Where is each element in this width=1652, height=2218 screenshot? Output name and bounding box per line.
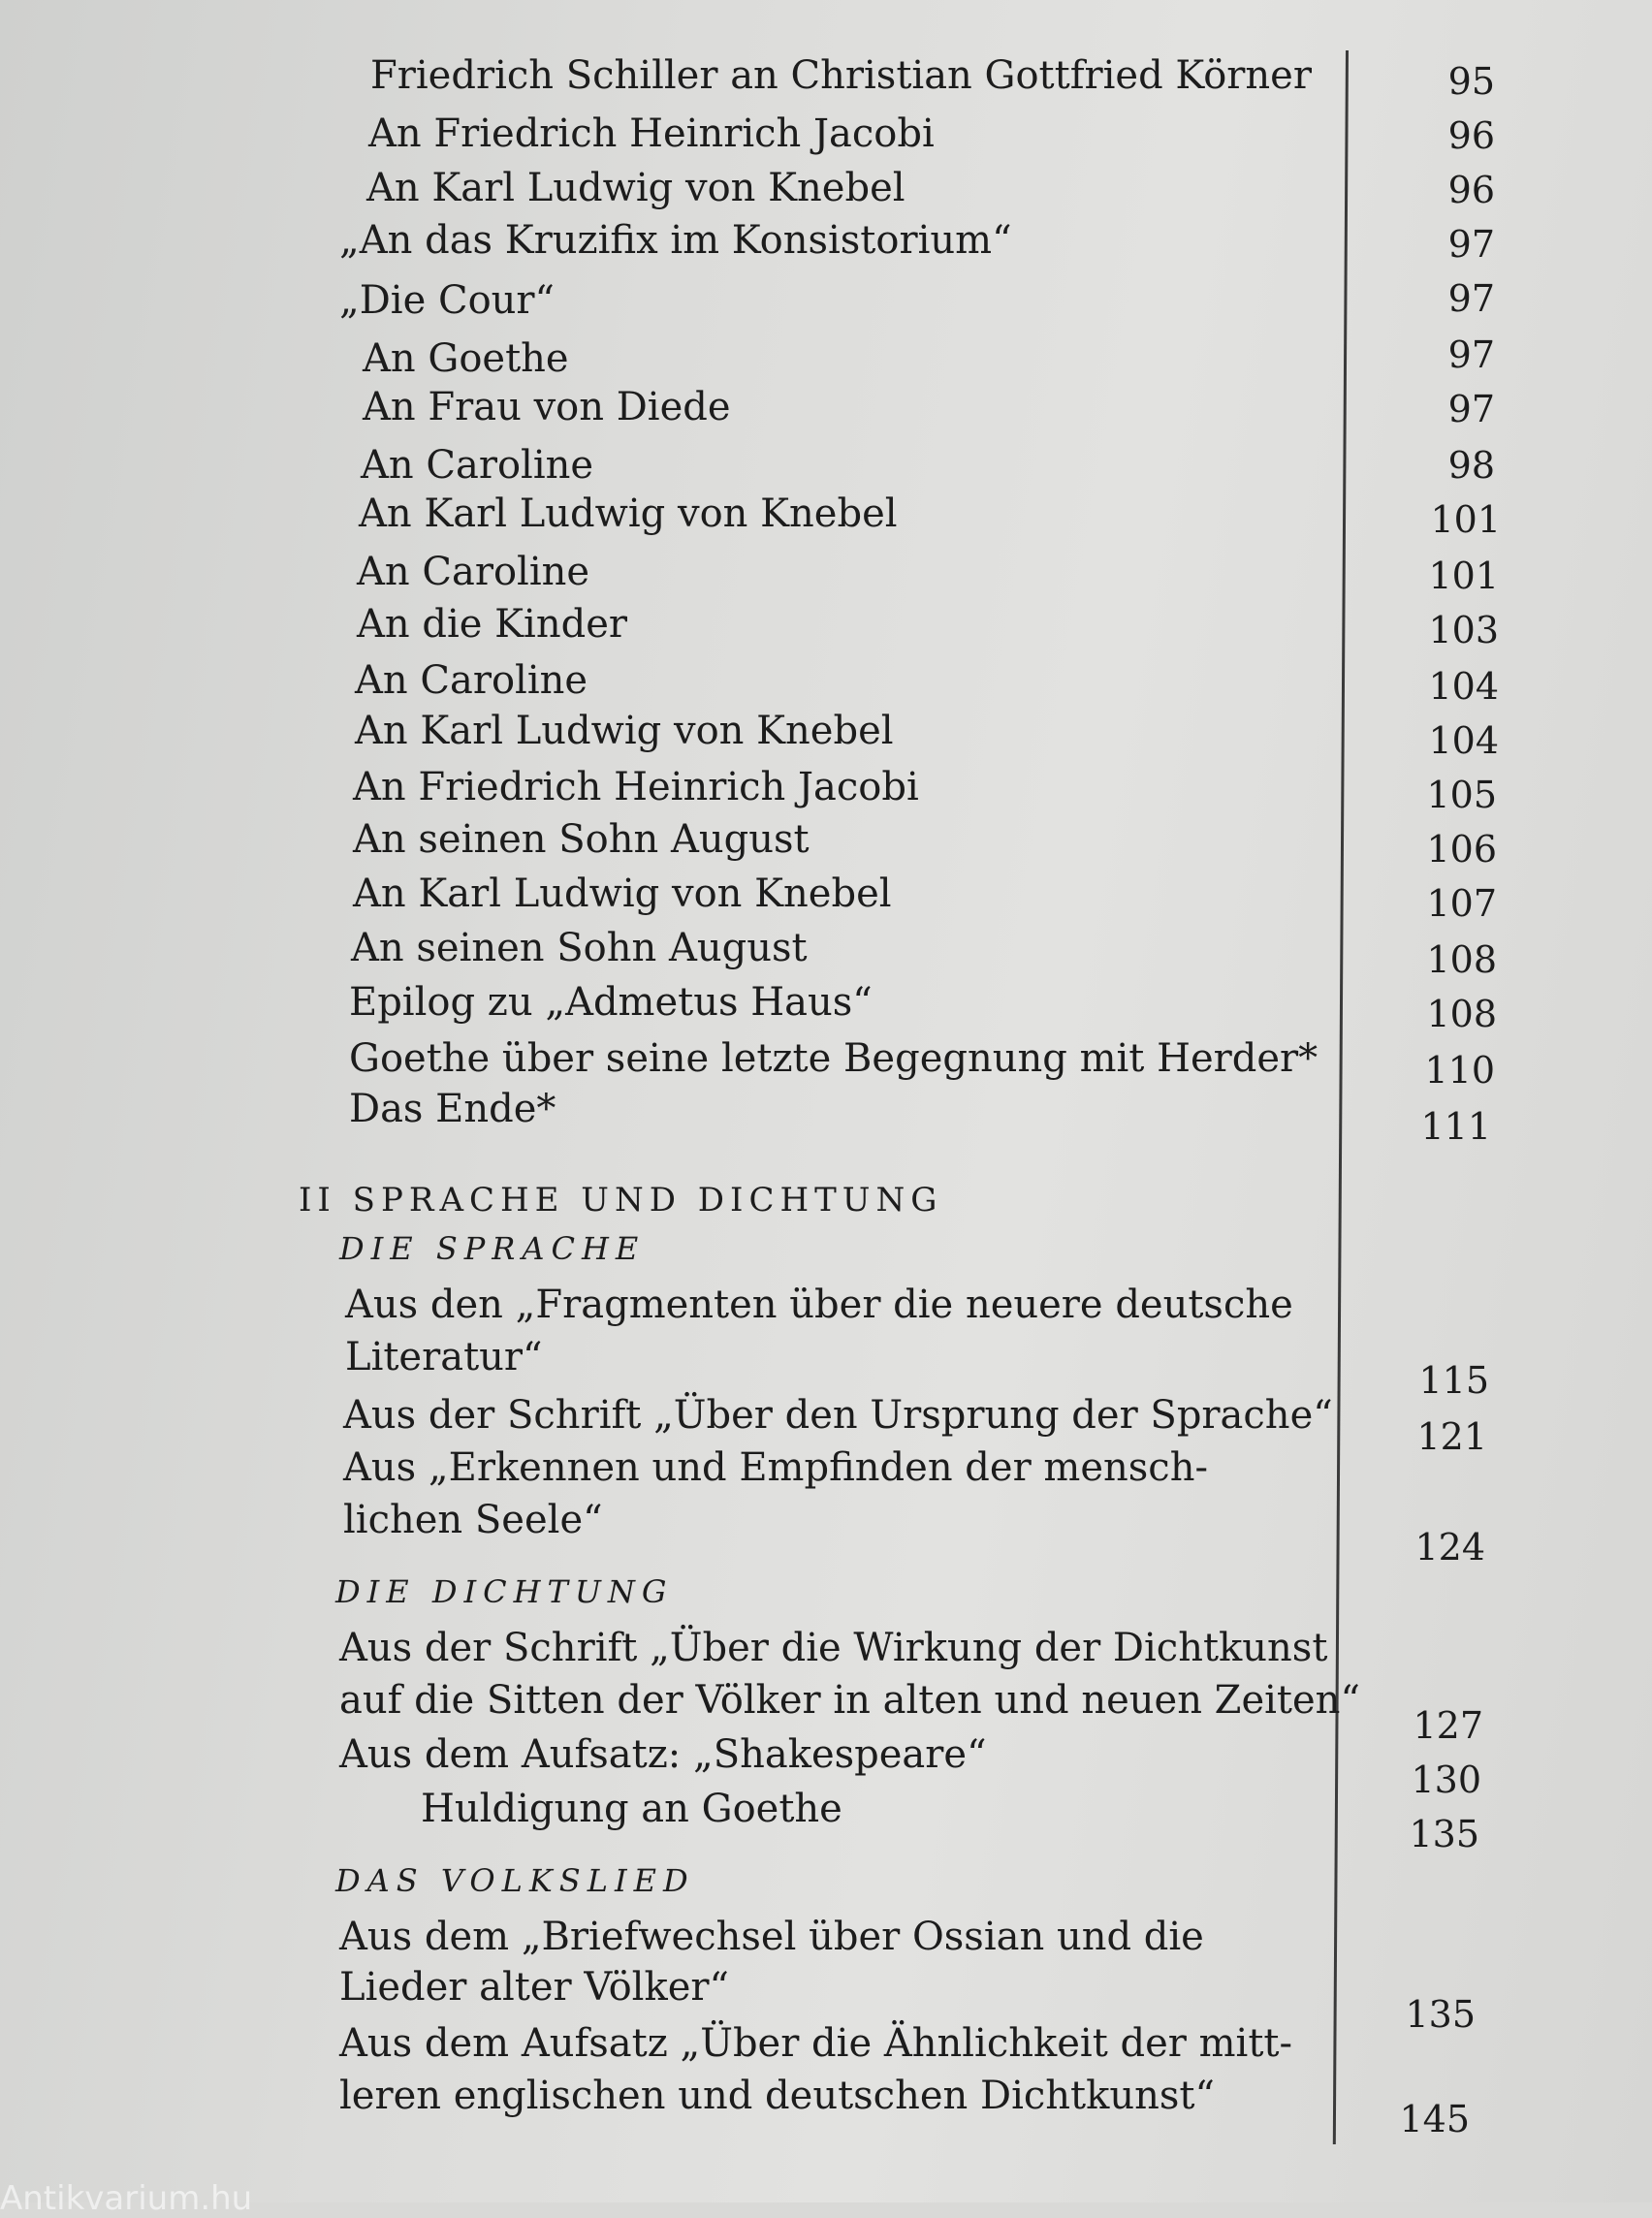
toc-entry-title: Friedrich Schiller an Christian Gottfried Körner	[370, 53, 1312, 98]
toc-entry-page: 108	[1426, 938, 1497, 981]
toc-entry-page: 97	[1447, 223, 1495, 266]
toc-entry-page: 95	[1447, 60, 1495, 103]
toc-entry-title: An Caroline	[361, 443, 594, 488]
toc-entry-page: 127	[1413, 1704, 1483, 1747]
toc-entry-title: Goethe über seine letzte Begegnung mit Herder*	[349, 1036, 1318, 1081]
toc-entry-title: Das Ende*	[349, 1087, 556, 1131]
toc-entry-title: Aus dem Aufsatz: „Shakespeare“	[339, 1732, 987, 1777]
toc-entry-title: An Caroline	[357, 550, 590, 594]
toc-entry-title: Epilog zu „Admetus Haus“	[349, 980, 873, 1025]
toc-entry-title: An Friedrich Heinrich Jacobi	[353, 765, 919, 809]
toc-entry-page: 107	[1426, 882, 1497, 925]
subsection-heading: DIE SPRACHE	[339, 1230, 646, 1267]
toc-entry-title: An Frau von Diede	[363, 385, 731, 429]
toc-entry-title: An Karl Ludwig von Knebel	[366, 166, 905, 210]
section-heading: II SPRACHE UND DICHTUNG	[299, 1181, 943, 1220]
toc-entry-title: „Die Cour“	[339, 278, 555, 323]
toc-entry-page: 106	[1426, 828, 1497, 871]
toc-entry-title-cont: lichen Seele“	[343, 1498, 603, 1542]
toc-entry-title: Aus dem „Briefwechsel über Ossian und die	[339, 1915, 1204, 1959]
toc-entry-title-cont: auf die Sitten der Völker in alten und neuen Zeiten“	[339, 1678, 1360, 1723]
toc-entry-title: Aus „Erkennen und Empfinden der mensch-	[343, 1445, 1208, 1490]
toc-entry-page: 96	[1447, 169, 1495, 211]
toc-entry-title: Aus der Schrift „Über die Wirkung der Dichtkunst	[339, 1626, 1328, 1670]
toc-entry-title: An die Kinder	[357, 602, 627, 647]
toc-entry-page: 145	[1399, 2098, 1470, 2140]
subsection-heading: DIE DICHTUNG	[335, 1573, 674, 1610]
toc-entry-page: 135	[1405, 1993, 1476, 2036]
toc-entry-title: An Karl Ludwig von Knebel	[355, 709, 894, 753]
toc-entry-title: An Karl Ludwig von Knebel	[353, 871, 892, 916]
watermark: Antikvarium.hu	[0, 2179, 253, 2218]
toc-entry-page: 104	[1428, 719, 1499, 762]
toc-entry-title: An Karl Ludwig von Knebel	[359, 491, 898, 536]
toc-entry-page: 97	[1447, 333, 1495, 376]
toc-entry-page: 101	[1430, 498, 1501, 541]
toc-entry-page: 98	[1447, 444, 1495, 487]
toc-entry-page: 121	[1416, 1415, 1487, 1458]
toc-entry-title-cont: Literatur“	[345, 1335, 543, 1379]
toc-entry-page: 103	[1428, 609, 1499, 651]
toc-entry-page: 124	[1414, 1526, 1485, 1568]
toc-entry-page: 130	[1411, 1759, 1481, 1801]
toc-entry-page: 115	[1418, 1359, 1489, 1402]
toc-entry-title: An seinen Sohn August	[353, 817, 810, 862]
subsection-heading: DAS VOLKSLIED	[335, 1862, 695, 1899]
toc-entry-title: „An das Kruzifix im Konsistorium“	[339, 218, 1012, 263]
toc-entry-title: Aus den „Fragmenten über die neuere deutsche	[345, 1283, 1293, 1327]
toc-entry-page: 105	[1426, 774, 1497, 816]
toc-entry-page: 104	[1428, 665, 1499, 708]
toc-entry-page: 108	[1426, 993, 1497, 1035]
toc-entry-title: Aus der Schrift „Über den Ursprung der Sprache“	[343, 1393, 1333, 1438]
toc-entry-page: 111	[1420, 1105, 1491, 1148]
toc-entry-page: 110	[1424, 1049, 1495, 1092]
toc-entry-title: An Friedrich Heinrich Jacobi	[368, 111, 935, 156]
toc-entry-page: 97	[1447, 277, 1495, 320]
toc-entry-title-cont: leren englischen und deutschen Dichtkunst“	[339, 2074, 1215, 2118]
toc-entry-title: Huldigung an Goethe	[421, 1787, 842, 1831]
toc-entry-title: An Caroline	[355, 658, 588, 703]
toc-entry-page: 135	[1409, 1813, 1479, 1855]
toc-entry-page: 101	[1428, 554, 1499, 597]
toc-entry-page: 96	[1447, 114, 1495, 157]
column-divider	[1333, 50, 1349, 2144]
toc-entry-title: An Goethe	[363, 336, 569, 381]
toc-entry-title-cont: Lieder alter Völker“	[339, 1965, 729, 2010]
toc-entry-title: Aus dem Aufsatz „Über die Ähnlichkeit der mitt-	[339, 2021, 1292, 2066]
toc-entry-title: An seinen Sohn August	[351, 926, 808, 970]
toc-entry-page: 97	[1447, 388, 1495, 430]
